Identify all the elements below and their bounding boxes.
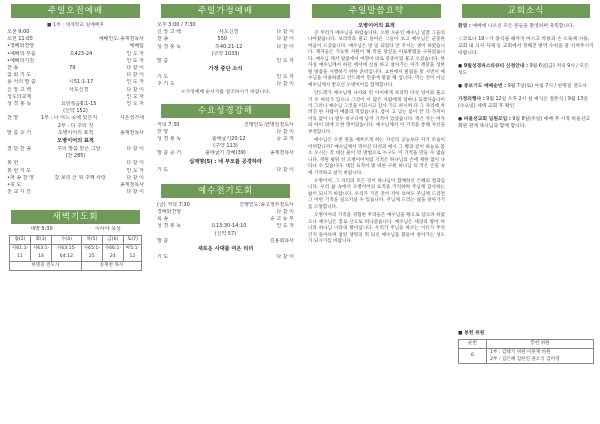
order-item-ref xyxy=(168,74,276,81)
order-row xyxy=(7,101,144,108)
order-item-label: 기 도 xyxy=(157,166,169,173)
order-row xyxy=(157,143,294,150)
order-row xyxy=(7,87,144,94)
order-item-ref: 2부 : 다 주의 것 xyxy=(57,122,94,129)
order-item-label: 말 씀 증 거 xyxy=(7,129,32,136)
order-item-leader: 인 도 자 xyxy=(126,93,144,100)
summary-paragraph: 오병이어, 그 자리의 모든 것이 하나님이 함께하신 은혜의 결과입니다. 우리 삶 속에서 오병이어의 표적을 기억하며 주님께 감사하는 삶이 되시기 바랍니다. 우리가 가진 것이 작아 보여도 주님께 드리면 그 어떤 기적을 일으키실 수 있습니다. 주님께 드리는 삶을 살아가기를 소망합니다. xyxy=(308,178,445,210)
order-item-leader: 중 고 등 부 xyxy=(269,216,294,223)
order-item-ref: 1부 : 나 어느 곳에 있든지 xyxy=(40,115,98,122)
offering-header xyxy=(459,340,594,349)
order-row xyxy=(157,150,294,157)
news-item-text: 9월 8일(주일) 예배 후 시작 바울선교 회원 관계 목사님과 함께 합니다. xyxy=(458,117,591,129)
offering-line-1: 1부 : 김태기 위원 이원재 바원 xyxy=(490,350,551,355)
order-item-leader: 다 같 이 xyxy=(276,166,294,173)
news-item-label: 가정의행사 : xyxy=(458,97,485,102)
order-item-label: •예배의 부름 xyxy=(7,50,36,57)
order-row xyxy=(157,36,294,43)
news-item-text: 9월 12일 오후 2시 설 예식은 결혼식 / 9월 13일(수요일) 새벽 교회 후 확인 xyxy=(458,97,588,109)
order-row xyxy=(7,58,144,65)
order-item-label: 말 씀 xyxy=(157,58,169,65)
column-home-worship xyxy=(153,0,298,424)
order-item-ref: 사도신경 xyxy=(219,29,239,36)
order-row xyxy=(157,223,294,230)
news-item xyxy=(458,83,594,90)
order-item-leader: 인 도 자 xyxy=(126,57,144,64)
news-item-label: ● 중보기도 예배순번 : xyxy=(458,84,507,89)
order-row xyxy=(157,238,294,245)
fri-time-row xyxy=(157,202,294,209)
order-item-ref: 79 xyxy=(69,65,76,72)
order-item-leader: 송재천목사 xyxy=(119,129,144,136)
dawn-day-header: 금(6) xyxy=(102,235,123,244)
dawn-table-header xyxy=(10,235,142,244)
summary-paragraph: 오병이어의 기적을 경험한 무리들은 예수님을 왕으로 삼으려 하였으나 예수님은 홀로 산으로 떠나셨습니다. 예수님은 세상의 왕이 아니라 하나님 나라의 왕이십니다. 우리가 주님을 따르는 이유가 무엇인지 돌아보며 참된 생명의 떡 되신 예수님을 붙들어 살아가는 성도가 되시기를 바랍니다. xyxy=(308,213,445,245)
wed-leader: 진행인도:한명일전도사 xyxy=(244,121,294,128)
order-row xyxy=(157,231,294,238)
summary-title: 오병이어의 표적 xyxy=(358,23,395,29)
fri-leader: 진행인도:송고정부전도사 xyxy=(239,201,294,208)
fri-time: (금) 저녁 7:30 xyxy=(157,201,190,208)
order-row xyxy=(7,146,144,153)
order-item-label: •예배의기원 xyxy=(7,57,35,64)
offering-head-2: 봉헌 위원 xyxy=(487,340,594,349)
dawn-topic: 이사야 묵상 xyxy=(95,226,121,233)
order-item-leader: 인 도 자 xyxy=(126,101,144,108)
offering-order: 6 xyxy=(459,349,487,364)
order-item-leader: 다 같 이 xyxy=(126,65,144,72)
news-item-text: 9월 7일(토) 아침 7시 / 한명길 전도사 xyxy=(507,84,587,89)
order-item-leader: 예배팀 xyxy=(129,43,144,50)
order-item-leader: 다 같 이 xyxy=(276,81,294,88)
order-item-ref xyxy=(31,94,126,101)
order-item-label: 주 기 도 xyxy=(157,81,175,88)
order-item-label: 기 도 xyxy=(157,74,169,81)
order-item-leader: 인 도 자 xyxy=(276,58,294,65)
service-time-1: 오전 9:00 xyxy=(7,29,30,35)
order-item-leader: 공 교 자 xyxy=(276,136,294,143)
section-title-friday: 예수전기도회 xyxy=(161,184,290,198)
offering-table xyxy=(458,339,594,364)
order-item-leader: 다 같 이 xyxy=(276,209,294,216)
wed-time-row xyxy=(157,122,294,129)
order-item-ref: 주의 말씀 받은 그날 xyxy=(57,146,101,153)
order-row xyxy=(157,216,294,223)
order-of-service-list-2 xyxy=(7,146,144,196)
dawn-day-header: 토(7) xyxy=(123,235,141,244)
wed-sermon-title: 십계명(5) : 네 부모를 공경하라 xyxy=(189,158,262,165)
order-item-ref xyxy=(168,129,276,136)
order-item-ref: 사도신경 xyxy=(69,86,89,93)
order-item-leader: 다 같 이 xyxy=(276,128,294,135)
order-item-ref: 요한복음6:1-15 xyxy=(60,101,97,108)
order-item-leader: 송재천목사 xyxy=(269,150,294,157)
order-row xyxy=(157,74,294,81)
section-title-church-news: 교회소식 xyxy=(462,4,590,18)
order-item-label: •파 송 찬 양 xyxy=(7,174,35,181)
column-church-news xyxy=(454,0,598,424)
column-sermon-summary xyxy=(304,0,449,424)
order-item-label: 신 앙 고 백 xyxy=(157,29,182,36)
news-item xyxy=(458,23,594,30)
wed-time: 저녁 7:30 xyxy=(157,121,180,128)
order-row xyxy=(7,108,144,115)
order-item-label: •축 도 xyxy=(7,182,22,189)
order-item-leader: 다 같 이 xyxy=(126,189,144,196)
order-row xyxy=(7,79,144,86)
order-item-label: 결 단 찬 송 xyxy=(7,146,32,153)
order-row xyxy=(7,115,144,122)
dawn-day-header: 목(5) xyxy=(81,235,102,244)
order-row xyxy=(157,81,294,88)
order-row xyxy=(157,129,294,136)
order-row xyxy=(7,94,144,101)
section-title-dawn-prayer: 새벽기도회 xyxy=(11,210,140,224)
section-title-wednesday: 수요성경강해 xyxy=(161,104,290,118)
order-row xyxy=(7,130,144,137)
order-row xyxy=(7,168,144,175)
order-item-leader: 송재천목사 xyxy=(119,182,144,189)
order-item-leader: 다 같 이 xyxy=(126,72,144,79)
order-item-ref xyxy=(168,167,276,174)
order-item-label: 봉 헌 xyxy=(7,160,19,167)
order-item-leader: 인 도 자 xyxy=(126,167,144,174)
fri-sermon-title: 새로운 사대를 여온 리더 xyxy=(197,246,254,253)
dawn-day-passage: 사61:1-11 xyxy=(10,244,31,261)
dawn-table-row xyxy=(10,244,142,261)
service-time-row xyxy=(7,29,144,36)
order-item-label: 찬 양 xyxy=(7,115,19,122)
order-item-ref: 550 xyxy=(217,36,228,43)
dawn-leader-1: 한명길 전도사 xyxy=(10,261,82,270)
order-item-label: 용 서의 말 씀 xyxy=(7,79,36,86)
order-item-ref xyxy=(168,216,270,223)
order-row xyxy=(157,29,294,36)
section-title-sermon-summary: 주일말씀요약 xyxy=(312,4,441,18)
order-item-leader: 인 도 자 xyxy=(276,223,294,230)
order-item-label: 찬 송 xyxy=(7,65,19,72)
dawn-day-passage: 사66:1-24 xyxy=(102,244,123,261)
dawn-day-passage: 사63:15-64:12 xyxy=(52,244,82,261)
order-row xyxy=(7,160,144,167)
order-item-ref xyxy=(168,254,276,261)
sermon-title: 오병이어의 표적 xyxy=(57,138,94,145)
order-item-leader: 다 같 이 xyxy=(126,174,144,181)
order-item-ref: 출애굽기 강해(39) xyxy=(205,150,246,157)
order-item-ref xyxy=(31,168,126,175)
summary-paragraph: 안드레가 예수님께 나아와 빈 아이에게 보리떡 다섯 덩어와 물고기 두 마리가 있으나 그것이 이 많은 사람에게 얼마나 되겠사옵나이까 그러나 예수님 그것을 이끄시고 감사 기도 하시며 다 그 자리에 차려진 한 사람이 배불리 먹었습니다. 몸이 고 남는 몸이 안 더 가지어 이득 없이 나 열두 바구니에 남겨 기적이 있었습니다. 먹은 자는 여자와 아이 외에 오천 명이었습니다. 예수님께서 이 기적을 통해 자신을 부정합니다. xyxy=(308,91,445,135)
order-item-leader: 다 같 이 xyxy=(276,43,294,50)
order-item-ref xyxy=(21,182,120,189)
order-item-ref: (구약 113) xyxy=(213,143,238,150)
order-item-label: 찬 양 xyxy=(157,128,169,135)
order-item-ref xyxy=(31,72,126,79)
order-item-ref: 요13:30-14:10 xyxy=(210,223,247,230)
order-row xyxy=(157,44,294,51)
order-item-label: 참 회 기 도 xyxy=(7,72,32,79)
order-item-label: 목 송 xyxy=(157,216,169,223)
order-item-ref: (신약 57) xyxy=(214,230,237,237)
order-row xyxy=(7,175,144,182)
news-item-label: ● 9월성경파스타큐티 신청안내 : xyxy=(458,64,529,69)
column-sunday-morning xyxy=(3,0,148,424)
order-item-ref: 시51:1-17 xyxy=(69,79,94,86)
order-item-label: 성도의교제 xyxy=(7,93,32,100)
order-row xyxy=(157,167,294,174)
offering-head-1: 순번 xyxy=(459,340,487,349)
service-time-2: 오전 11:00 xyxy=(7,36,33,43)
order-item-label: 찬 송 xyxy=(157,36,169,43)
wed-order-list xyxy=(157,129,294,158)
offering-line-2: 2부 : 김은혜 김한진 권오식 김미영 xyxy=(490,357,560,362)
order-row xyxy=(7,72,144,79)
summary-paragraph: 예수님은 오천 명을 배부르게 하는 자신의 공능보다 자기 모습이 어떠합니까? 예수님께서 먹이신 다섯과 메시 그 빵과 같이 하늘로 몸소 오시는 것 대신 물이 만 방법으로 누구도 이 기적을 만들 수 없습니다. 정원 평위 선 오병이어처럼 기적은 하나님의 손에 제한 없이 나타나 수 있습니다. 대신 표적이 빛 따른 구원 하나님 의 작은 손길 속에 기억하고 살기 바랍니다. xyxy=(308,138,445,176)
order-item-label: 말 씀 증 거 xyxy=(157,150,182,157)
home-sermon-title: 가정 중단 소식 xyxy=(208,66,243,73)
dawn-day-header: 화(3) xyxy=(31,235,52,244)
order-item-ref xyxy=(31,189,126,196)
order-item-ref xyxy=(181,209,276,216)
fri-order-list xyxy=(157,209,294,245)
news-item xyxy=(458,96,594,110)
order-item-ref: 히40:21-12 xyxy=(215,43,243,50)
order-item-leader: 다 같 이 xyxy=(276,29,294,36)
dawn-day-header: 월(2) xyxy=(10,235,31,244)
order-item-label: 신 앙 고 백 xyxy=(7,86,32,93)
offering-committee xyxy=(458,330,594,364)
order-item-leader: 다 같 이 xyxy=(126,86,144,93)
order-item-ref: 갈 보리 산 위 주께 사랑 xyxy=(54,174,106,181)
order-item-ref xyxy=(34,43,129,50)
order-item-label: 기 도 xyxy=(157,254,169,261)
news-list xyxy=(454,18,598,130)
order-item-leader: 인 도 자 xyxy=(276,74,294,81)
order-row xyxy=(7,189,144,196)
order-item-leader: 다 같 이 xyxy=(126,160,144,167)
order-item-ref xyxy=(175,81,277,88)
news-item xyxy=(458,36,594,57)
dawn-day-header: 수(4) xyxy=(52,235,82,244)
order-row xyxy=(7,153,144,160)
order-item-label: 성 경 봉 독 xyxy=(157,43,182,50)
order-item-leader: 시온성가대 xyxy=(119,115,144,122)
home-time: 오후 3:00 / 7:30 xyxy=(157,22,196,28)
order-item-leader: 인 도 자 xyxy=(126,79,144,86)
news-item-text: 예배에 나오신 모든 분들을 환영하며 축복합니다. xyxy=(472,24,575,29)
home-time-row xyxy=(157,22,294,29)
section-title-home-worship: 주일가정예배 xyxy=(161,4,290,18)
order-of-service-list xyxy=(7,43,144,137)
fri-order-list-2 xyxy=(157,254,294,261)
order-row xyxy=(7,182,144,189)
order-item-label: •경배와찬양 xyxy=(7,43,35,50)
order-item-ref: (신약 152) xyxy=(63,108,88,115)
news-item-text: 9월 6일(금) 저녁 9시 / 모든 성도 xyxy=(458,64,589,76)
dawn-info-row xyxy=(9,226,142,233)
dawn-day-passage: 마5:1-12 xyxy=(123,244,141,261)
service-leader: 예배인도:송재천목사 xyxy=(98,36,144,43)
service-sub-note: ■ 1부 : 대개학교 일예배후 xyxy=(46,23,104,28)
order-row xyxy=(7,51,144,58)
order-item-label: 경배와찬양 xyxy=(157,209,182,216)
news-item xyxy=(458,63,594,77)
dawn-time: 새벽 5:30 xyxy=(30,226,53,233)
order-item-label: 성 경 봉 독 xyxy=(157,223,182,230)
order-item-ref xyxy=(168,238,270,245)
order-item-ref xyxy=(168,58,276,65)
order-item-label: 친 교 시 간 xyxy=(7,189,32,196)
order-item-leader: 다 같 이 xyxy=(276,36,294,43)
order-item-ref: 요423-24 xyxy=(69,50,93,57)
offering-row xyxy=(459,349,594,364)
news-item-label: 환영 : xyxy=(458,24,471,29)
home-note: ＊가정예배 순서지를 참조하시기 바랍니다. xyxy=(180,89,271,95)
order-item-ref: (구약 1033) xyxy=(211,50,240,57)
order-row xyxy=(157,136,294,143)
service-time-row-2 xyxy=(7,36,144,43)
order-item-ref: 출애굽기20:12 xyxy=(211,136,246,143)
order-item-label: 봉 헌 기 도 xyxy=(7,167,32,174)
order-row xyxy=(157,209,294,216)
order-item-leader: 다 같 이 xyxy=(276,254,294,261)
order-row xyxy=(157,51,294,58)
summary-paragraph: 큰 무리가 예수님을 따랐습니다. 오병 오순인 예수님 일할 그들의 나아왔습니다. 보리떡과 물고 돌아온 그들이 보고 예수님은 군중한 마음이 드셨습니다. 예수님은 멋 일 되었다 안 주시는 생이 하였습니다. 제자들은 가능한 자원이 해 막을 당신들 이로방법을 구하었습니다. 예수님 께서 말씀에서 여명이 바로 중중이었 물고 오셨습니다. 한 사실 예수님께서 하던 에서에 신실 하고 살아가는 이가 깨달을 성한 빌 말씀을 시행하기 위한 준비입니다. 요한에서 빌립을 통 시면서 예수님을 이용하였고 안드레이 민중에 말씀 해 입니다. 먹는 것이 아닌 예수님께서 받으신 오병이어를 함께합니다. xyxy=(308,31,445,88)
order-item-label: 성 경 봉 독 xyxy=(157,136,182,143)
order-item-leader: 인 도 자 xyxy=(126,50,144,57)
order-item-leader: 다 같 이 xyxy=(126,146,144,153)
wed-order-list-2 xyxy=(157,167,294,174)
order-item-ref xyxy=(18,160,126,167)
order-row xyxy=(7,43,144,50)
order-item-ref: (찬 285) xyxy=(65,153,86,160)
order-row xyxy=(157,58,294,65)
dawn-day-passage: 사65:1-25 xyxy=(81,244,102,261)
order-item-ref: 오병이어의 표적 xyxy=(57,129,94,136)
dawn-table-footer xyxy=(10,261,142,270)
order-row xyxy=(157,254,294,261)
news-item-text: ＜코로나 19＞가 종식될 때까지 마스크 착용과 손 소독제 사용, 교회 내 식사 자제 등 교회에서 정해진 방역 수칙을 잘 지켜주시기 바랍니다. xyxy=(458,37,594,56)
order-row xyxy=(7,123,144,130)
order-item-label: 말 씀 xyxy=(157,237,169,244)
news-item-label: ● 바울선교회 임원모임 : xyxy=(458,117,511,122)
order-item-label: 성 경 봉 독 xyxy=(7,101,32,108)
dawn-leader-2: 송재천 목사 xyxy=(81,261,141,270)
home-order-list xyxy=(157,29,294,65)
order-item-ref xyxy=(34,58,126,65)
section-title-sunday-morning: 주일오전예배 xyxy=(11,4,140,18)
dawn-prayer-table xyxy=(9,235,142,271)
home-order-list-2 xyxy=(157,74,294,88)
order-row xyxy=(7,65,144,72)
news-item xyxy=(458,116,594,130)
offering-title: ■ 봉헌 위원 xyxy=(458,331,485,336)
summary-body xyxy=(308,31,445,246)
order-item-leader: 김용회목사 xyxy=(269,237,294,244)
dawn-day-passage: 사63:1-14 xyxy=(31,244,52,261)
